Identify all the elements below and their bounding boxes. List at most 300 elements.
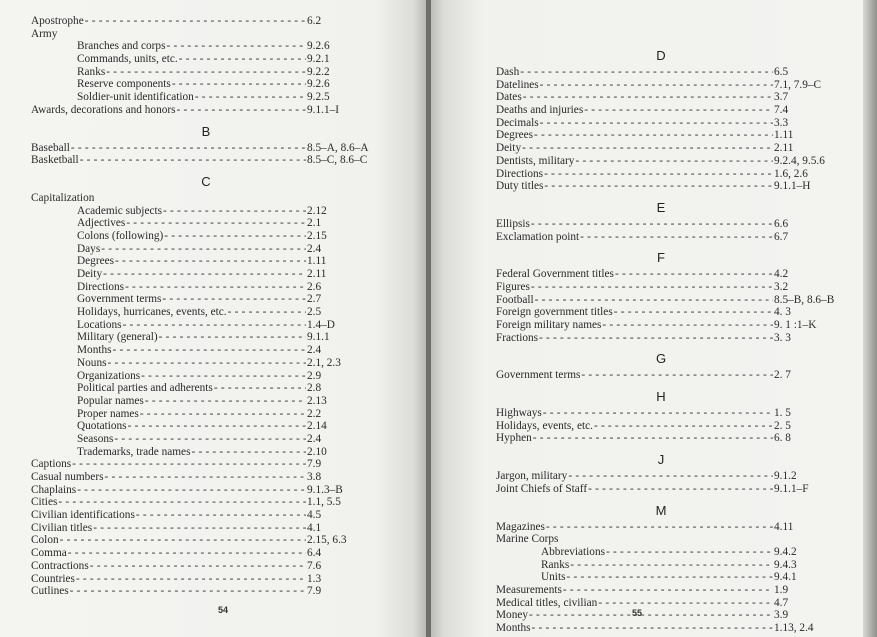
entry-term: Soldier-unit identification (77, 91, 194, 104)
entry-term: Contractions (31, 559, 89, 572)
right-page (431, 0, 863, 637)
index-entry (496, 268, 846, 281)
entry-term: Abbreviations (541, 545, 606, 558)
index-entry (31, 458, 391, 471)
left-index-column (31, 15, 391, 598)
entry-term: Ranks (541, 558, 570, 571)
entry-term: Commands, units, etc. (77, 53, 178, 66)
index-entry (31, 142, 391, 155)
entry-term: Ellipsis (496, 217, 530, 230)
entry-term: Baseball (31, 141, 70, 154)
entry-term: Military (general) (77, 331, 158, 344)
index-entry (31, 15, 391, 28)
dot-leader (531, 281, 773, 294)
dot-leader (104, 471, 306, 484)
dot-leader (162, 293, 306, 306)
section-letter: G (655, 351, 667, 367)
index-subentry (31, 357, 391, 370)
entry-term: Apostrophe (31, 15, 84, 27)
entry-reference: 2.1 (307, 217, 322, 230)
entry-reference: 4.2 (774, 268, 789, 281)
dot-leader (532, 622, 773, 635)
entry-term: Capitalization (31, 191, 95, 204)
entry-term: Academic subjects (77, 204, 163, 217)
index-entry (496, 420, 846, 433)
entry-term: Datelines (496, 78, 539, 91)
entry-term: Cities (31, 496, 58, 509)
dot-leader (113, 344, 306, 357)
dot-leader (544, 180, 773, 193)
entry-reference: 2.4 (307, 432, 322, 445)
entry-reference: 2.14 (307, 420, 327, 433)
index-subentry (31, 40, 391, 53)
dot-leader (141, 370, 306, 383)
entry-term: Deaths and injuries (496, 104, 584, 117)
section-letter: C (201, 173, 211, 189)
entry-reference: 3. 3 (774, 331, 791, 344)
entry-term: Degrees (496, 129, 534, 142)
entry-reference: 2.12 (307, 204, 327, 217)
entry-term: Seasons (77, 432, 114, 445)
entry-reference: 2. 7 (774, 369, 791, 382)
index-entry (31, 192, 391, 205)
dot-leader (568, 470, 773, 483)
dot-leader (101, 243, 306, 256)
index-entry (496, 129, 846, 142)
index-entry (496, 294, 846, 307)
dot-leader (60, 534, 306, 547)
index-subentry (31, 370, 391, 383)
index-entry (496, 533, 846, 546)
entry-term: Government terms (496, 369, 581, 382)
dot-leader (191, 446, 306, 459)
dot-leader (598, 597, 773, 610)
dot-leader (540, 79, 773, 92)
entry-term: Civilian titles (31, 521, 93, 534)
entry-reference: 9.1.1–I (307, 103, 340, 116)
entry-reference: 7.9 (307, 458, 322, 471)
entry-term: Dates (496, 91, 522, 104)
entry-term: Dentists, military (496, 154, 575, 167)
entry-reference: 2.15 (307, 229, 327, 242)
entry-reference: 2.11 (774, 142, 794, 155)
entry-reference: 9.4.3 (774, 558, 797, 571)
index-subentry (31, 319, 391, 332)
dot-leader (563, 584, 773, 597)
dot-leader (103, 268, 306, 281)
index-subentry (496, 571, 846, 584)
index-subentry (31, 433, 391, 446)
dot-leader (85, 15, 306, 28)
dot-leader (228, 306, 306, 319)
entry-term: Nouns (77, 356, 107, 369)
entry-term: Degrees (77, 255, 115, 268)
entry-term: Holidays, events, etc. (496, 419, 593, 432)
entry-term: Adjectives (77, 217, 126, 230)
entry-term: Months (496, 622, 531, 634)
section-letter: E (656, 199, 666, 215)
index-entry (496, 218, 846, 231)
entry-reference: 9.4.1 (774, 571, 797, 584)
index-entry (496, 306, 846, 319)
index-entry (496, 407, 846, 420)
index-subentry (31, 446, 391, 459)
entry-term: Months (77, 344, 112, 357)
dot-leader (588, 483, 773, 496)
entry-term: Dash (496, 66, 520, 78)
entry-reference: 2.10 (307, 445, 327, 458)
entry-reference: 3.8 (307, 471, 322, 483)
dot-leader (159, 331, 306, 344)
entry-term: Proper names (77, 407, 139, 420)
dot-leader (179, 53, 306, 66)
index-entry (496, 281, 846, 294)
index-entry (496, 231, 846, 244)
dot-leader (77, 484, 306, 497)
index-entry (496, 332, 846, 345)
entry-reference: 7.4 (774, 104, 789, 117)
entry-term: Political parties and adherents (77, 382, 213, 395)
dot-leader (93, 522, 306, 535)
dot-leader (136, 509, 306, 522)
entry-reference: 9. 1 :1–K (774, 319, 817, 331)
index-entry (496, 104, 846, 117)
index-entry (31, 547, 391, 560)
index-subentry (31, 382, 391, 395)
entry-term: Branches and corps (77, 40, 166, 53)
dot-leader (543, 407, 773, 420)
index-subentry (31, 243, 391, 256)
entry-term: Captions (31, 458, 72, 471)
entry-term: Trademarks, trade names (77, 445, 191, 458)
dot-leader (575, 155, 773, 168)
entry-term: Directions (496, 167, 544, 180)
section-letter: J (657, 452, 665, 468)
left-page (0, 0, 426, 637)
entry-reference: 9.2.6 (307, 40, 330, 53)
index-entry (31, 104, 391, 117)
entry-reference: 1.11 (307, 255, 327, 268)
dot-leader (128, 420, 306, 433)
index-subentry (31, 91, 391, 104)
index-subentry (31, 281, 391, 294)
entry-reference: 2.7 (307, 293, 322, 306)
dot-leader (71, 142, 306, 155)
section-letter: D (656, 48, 666, 63)
entry-term: Countries (31, 572, 75, 585)
dot-leader (106, 66, 306, 79)
entry-reference: 9.2.4, 9.5.6 (774, 154, 825, 167)
section-letter: M (655, 502, 667, 518)
dot-leader (531, 218, 773, 231)
entry-term: Army (31, 27, 58, 40)
entry-reference: 2.15, 6.3 (307, 534, 347, 547)
dot-leader (195, 91, 306, 104)
dot-leader (540, 117, 773, 130)
dot-leader (214, 382, 306, 395)
dot-leader (520, 66, 773, 79)
index-entry (496, 155, 846, 168)
index-subentry (496, 559, 846, 572)
index-entry (31, 154, 391, 167)
index-entry (31, 560, 391, 573)
dot-leader (522, 142, 773, 155)
dot-leader (566, 571, 773, 584)
entry-reference: 2.4 (307, 344, 322, 357)
index-subentry (31, 420, 391, 433)
entry-term: Comma (31, 547, 67, 560)
entry-reference: 4.5 (307, 509, 322, 522)
index-subentry (31, 306, 391, 319)
dot-leader (534, 129, 773, 142)
index-subentry (31, 331, 391, 344)
entry-term: Marine Corps (496, 533, 559, 546)
entry-reference: 4.11 (774, 520, 794, 533)
index-subentry (31, 205, 391, 218)
entry-term: Locations (77, 318, 122, 331)
index-entry (496, 369, 846, 382)
index-subentry (31, 395, 391, 408)
entry-reference: 8.5–C, 8.6–C (307, 154, 368, 167)
entry-term: Cutlines (31, 585, 69, 598)
entry-reference: 2.4 (307, 242, 322, 255)
dot-leader (90, 560, 306, 573)
entry-term: Colons (following) (77, 229, 164, 242)
dot-leader (570, 559, 773, 572)
index-entry (31, 28, 391, 41)
section-letter: H (656, 389, 666, 405)
entry-term: Medical titles, civilian (496, 596, 598, 609)
dot-leader (163, 205, 306, 218)
entry-term: Highways (496, 407, 542, 420)
entry-reference: 9.1.1–H (774, 180, 811, 193)
entry-reference: 2.9 (307, 369, 322, 382)
index-entry (496, 609, 846, 622)
entry-term: Duty titles (496, 180, 544, 193)
index-entry (31, 522, 391, 535)
entry-term: Figures (496, 280, 530, 293)
entry-reference: 4.1 (307, 521, 322, 534)
entry-term: Measurements (496, 583, 562, 596)
index-entry (496, 483, 846, 496)
dot-leader (125, 281, 306, 294)
entry-term: Civilian identifications (31, 509, 135, 522)
index-entry (31, 534, 391, 547)
index-entry (496, 168, 846, 181)
entry-term: Organizations (77, 369, 141, 382)
right-index-column (496, 41, 846, 635)
entry-reference: 9.1.1–F (774, 482, 809, 495)
index-entry (31, 471, 391, 484)
entry-term: Hyphen (496, 432, 532, 445)
dot-leader (172, 78, 306, 91)
entry-reference: 7.6 (307, 559, 322, 572)
index-entry (496, 622, 846, 635)
entry-term: Reserve components (77, 78, 171, 91)
entry-reference: 3.3 (774, 116, 789, 129)
entry-reference: 3.9 (774, 609, 789, 622)
index-entry (496, 66, 846, 79)
dot-leader (166, 40, 306, 53)
index-subentry (31, 408, 391, 421)
dot-leader (529, 609, 773, 622)
dot-leader (546, 521, 773, 534)
entry-term: Decimals (496, 116, 539, 129)
entry-reference: 1.3 (307, 572, 322, 585)
entry-term: Casual numbers (31, 471, 104, 483)
entry-reference: 9.1.2 (774, 470, 797, 483)
index-entry (496, 432, 846, 445)
section-letter: F (657, 250, 665, 266)
entry-reference: 9.2.2 (307, 65, 330, 78)
index-subentry (31, 53, 391, 66)
entry-reference: 8.5–B, 8.6–B (774, 293, 835, 306)
dot-leader (177, 104, 306, 117)
entry-reference: 6.5 (774, 66, 789, 78)
dot-leader (68, 547, 306, 560)
entry-term: Colon (31, 534, 59, 547)
entry-term: Deity (77, 268, 103, 280)
entry-term: Popular names (77, 394, 144, 407)
entry-reference: 1.6, 2.6 (774, 167, 808, 180)
entry-reference: 4.7 (774, 596, 789, 609)
entry-reference: 6.7 (774, 230, 789, 243)
entry-term: Basketball (31, 154, 79, 167)
index-entry (496, 597, 846, 610)
index-subentry (31, 230, 391, 243)
index-subentry (31, 268, 391, 281)
entry-reference: 1.9 (774, 583, 789, 596)
entry-reference: 2.2 (307, 407, 322, 420)
entry-term: Awards, decorations and honors (31, 103, 176, 116)
entry-reference: 9.4.2 (774, 545, 797, 558)
entry-reference: 7.1, 7.9–C (774, 78, 822, 91)
entry-term: Foreign military names (496, 319, 602, 331)
dot-leader (126, 217, 306, 230)
dot-leader (123, 319, 306, 332)
dot-leader (594, 420, 773, 433)
dot-leader (114, 433, 306, 446)
index-entry (496, 521, 846, 534)
index-subentry (31, 66, 391, 79)
entry-reference: 2.1, 2.3 (307, 356, 341, 369)
entry-term: Directions (77, 280, 125, 293)
dot-leader (76, 573, 306, 586)
dot-leader (140, 408, 306, 421)
index-entry (496, 180, 846, 193)
entry-reference: 6.2 (307, 15, 322, 27)
index-entry (496, 142, 846, 155)
entry-reference: 9.2.1 (307, 53, 330, 66)
entry-term: Deity (496, 142, 522, 155)
entry-reference: 3.2 (774, 280, 789, 293)
entry-reference: 2.8 (307, 382, 322, 395)
index-entry (496, 117, 846, 130)
entry-reference: 4. 3 (774, 306, 791, 319)
page-number-right: 55 (632, 608, 643, 618)
entry-reference: 8.5–A, 8.6–A (307, 141, 369, 154)
page-edge (863, 0, 877, 637)
entry-term: Units (541, 571, 566, 584)
index-entry (31, 585, 391, 598)
entry-reference: 9.2.6 (307, 78, 330, 91)
entry-term: Federal Government titles (496, 268, 614, 281)
entry-reference: 1.1, 5.5 (307, 496, 341, 509)
entry-reference: 9.1.3–B (307, 483, 343, 496)
dot-leader (614, 306, 773, 319)
index-entry (496, 319, 846, 332)
index-subentry (31, 217, 391, 230)
entry-reference: 1.4–D (307, 318, 335, 331)
index-entry (496, 470, 846, 483)
dot-leader (80, 154, 306, 167)
entry-reference: 2.13 (307, 394, 327, 407)
dot-leader (523, 91, 773, 104)
dot-leader (70, 585, 306, 598)
index-subentry (31, 293, 391, 306)
entry-reference: 2. 5 (774, 419, 791, 432)
index-entry (31, 509, 391, 522)
dot-leader (108, 357, 307, 370)
dot-leader (58, 496, 306, 509)
index-entry (31, 496, 391, 509)
entry-reference: 9.2.5 (307, 91, 330, 104)
dot-leader (164, 230, 306, 243)
entry-term: Money (496, 609, 529, 622)
entry-reference: 7.9 (307, 585, 322, 598)
entry-reference: 6.6 (774, 217, 789, 230)
index-entry (31, 573, 391, 586)
dot-leader (581, 369, 773, 382)
entry-reference: 1.11 (774, 129, 794, 142)
dot-leader (584, 104, 773, 117)
entry-reference: 2.11 (307, 268, 327, 280)
dot-leader (145, 395, 306, 408)
entry-term: Days (77, 242, 101, 255)
entry-term: Magazines (496, 520, 545, 533)
index-entry (496, 79, 846, 92)
entry-reference: 1.13, 2.4 (774, 622, 814, 634)
index-subentry (31, 255, 391, 268)
entry-term: Government terms (77, 293, 162, 306)
entry-term: Fractions (496, 331, 539, 344)
dot-leader (72, 458, 306, 471)
index-entry (31, 484, 391, 497)
dot-leader (544, 168, 773, 181)
entry-term: Foreign government titles (496, 306, 613, 319)
index-entry (496, 91, 846, 104)
entry-term: Football (496, 293, 534, 306)
entry-reference: 6.4 (307, 547, 322, 560)
index-entry (496, 584, 846, 597)
page-number-left: 54 (218, 605, 229, 615)
entry-term: Ranks (77, 65, 106, 78)
entry-term: Jargon, military (496, 470, 568, 483)
dot-leader (606, 546, 773, 559)
entry-reference: 3.7 (774, 91, 789, 104)
entry-term: Chaplains (31, 483, 77, 496)
entry-term: Joint Chiefs of Staff (496, 482, 588, 495)
dot-leader (535, 294, 773, 307)
dot-leader (539, 332, 773, 345)
entry-reference: 9.1.1 (307, 331, 330, 344)
dot-leader (615, 268, 773, 281)
section-letter: B (201, 123, 211, 139)
index-subentry (496, 546, 846, 559)
dot-leader (580, 231, 773, 244)
index-subentry (31, 78, 391, 91)
dot-leader (533, 432, 773, 445)
